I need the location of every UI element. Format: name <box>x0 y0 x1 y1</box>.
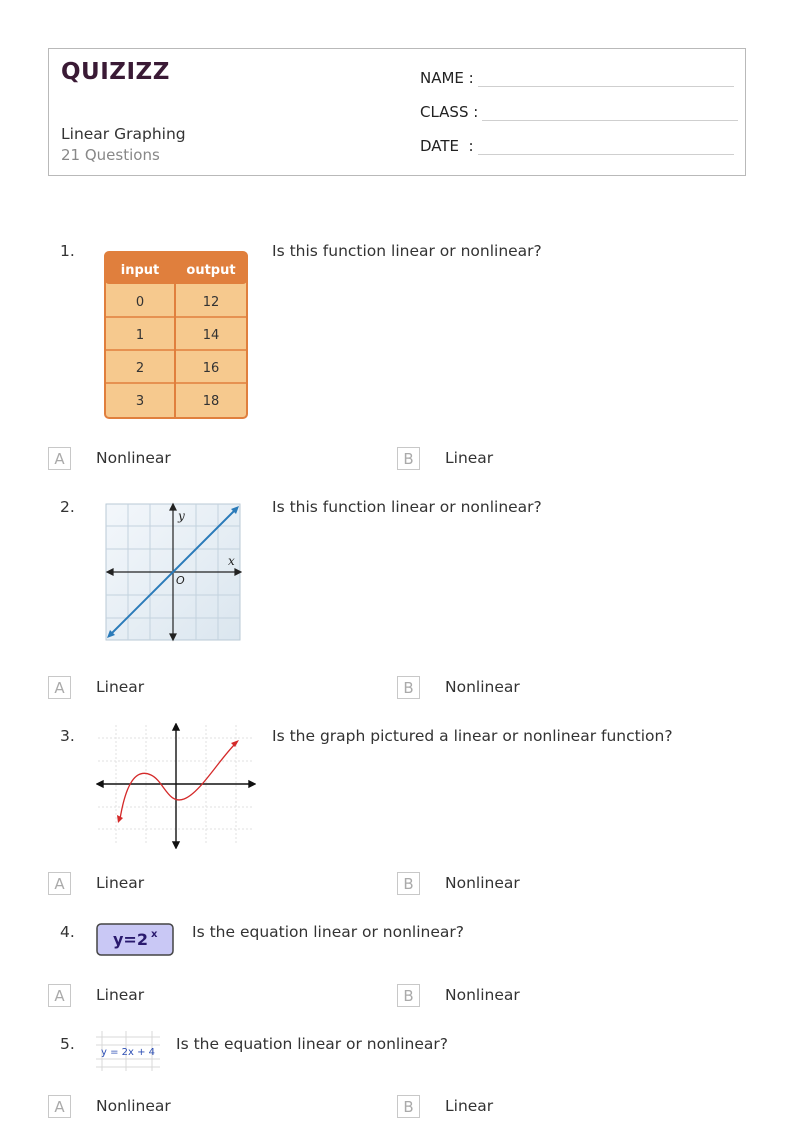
question-number: 1. <box>60 242 75 260</box>
option-a-box[interactable]: A <box>48 1095 71 1118</box>
option-a-box[interactable]: A <box>48 447 71 470</box>
table-cell: 14 <box>202 328 220 343</box>
option-a-box[interactable]: A <box>48 676 71 699</box>
option-a-box[interactable]: A <box>48 984 71 1007</box>
equation-text: y=2 <box>113 930 148 949</box>
option-b-box[interactable]: B <box>397 872 420 895</box>
linear-graph <box>104 502 242 642</box>
table-cell: 12 <box>202 295 220 310</box>
class-line[interactable] <box>482 120 738 121</box>
question-text: Is the equation linear or nonlinear? <box>176 1035 449 1053</box>
table-cell: 3 <box>135 394 145 409</box>
table-header-output: output <box>186 263 236 278</box>
option-a-text[interactable]: Nonlinear <box>96 1097 171 1115</box>
worksheet-title: Linear Graphing <box>61 125 186 143</box>
input-output-table <box>104 251 249 421</box>
option-a-text[interactable]: Linear <box>96 874 145 892</box>
date-label: DATE : <box>420 137 474 155</box>
option-a-text[interactable]: Linear <box>96 678 145 696</box>
table-cell: 1 <box>135 328 145 343</box>
worksheet-header <box>48 48 746 176</box>
name-label: NAME : <box>420 69 474 87</box>
question-count: 21 Questions <box>61 146 160 164</box>
class-field[interactable] <box>420 103 738 121</box>
curve <box>120 743 236 819</box>
y-axis-label: y <box>178 509 185 523</box>
question-number: 5. <box>60 1035 75 1053</box>
option-b-text[interactable]: Linear <box>445 449 494 467</box>
option-a-text[interactable]: Nonlinear <box>96 449 171 467</box>
option-b-text[interactable]: Nonlinear <box>445 678 520 696</box>
option-a-box[interactable]: A <box>48 872 71 895</box>
question-text: Is the graph pictured a linear or nonlinear function? <box>272 727 673 745</box>
table-cell: 0 <box>135 295 145 310</box>
question-text: Is the equation linear or nonlinear? <box>192 923 465 941</box>
equation-exponent: x <box>151 929 158 940</box>
option-b-box[interactable]: B <box>397 1095 420 1118</box>
question-number: 4. <box>60 923 75 941</box>
question-number: 3. <box>60 727 75 745</box>
option-b-text[interactable]: Nonlinear <box>445 986 520 1004</box>
option-b-box[interactable]: B <box>397 676 420 699</box>
equation-badge <box>96 923 174 956</box>
date-field[interactable] <box>420 137 734 155</box>
table-cell: 18 <box>202 394 220 409</box>
x-axis-label: x <box>228 554 235 568</box>
date-line[interactable] <box>478 154 734 155</box>
name-field[interactable] <box>420 69 734 87</box>
class-label: CLASS : <box>420 103 479 121</box>
table-cell: 2 <box>135 361 145 376</box>
cubic-graph <box>96 723 256 849</box>
option-a-text[interactable]: Linear <box>96 986 145 1004</box>
equation-text: y = 2x + 4 <box>101 1047 156 1058</box>
question-text: Is this function linear or nonlinear? <box>272 242 542 260</box>
equation-grid <box>96 1031 160 1071</box>
origin-label: O <box>176 574 185 587</box>
quizizz-logo: QUIZIZZ <box>61 59 170 85</box>
table-cell: 16 <box>202 361 220 376</box>
option-b-box[interactable]: B <box>397 447 420 470</box>
option-b-text[interactable]: Linear <box>445 1097 494 1115</box>
question-number: 2. <box>60 498 75 516</box>
name-line[interactable] <box>478 86 734 87</box>
option-b-box[interactable]: B <box>397 984 420 1007</box>
option-b-text[interactable]: Nonlinear <box>445 874 520 892</box>
table-header-input: input <box>120 263 160 278</box>
question-text: Is this function linear or nonlinear? <box>272 498 542 516</box>
